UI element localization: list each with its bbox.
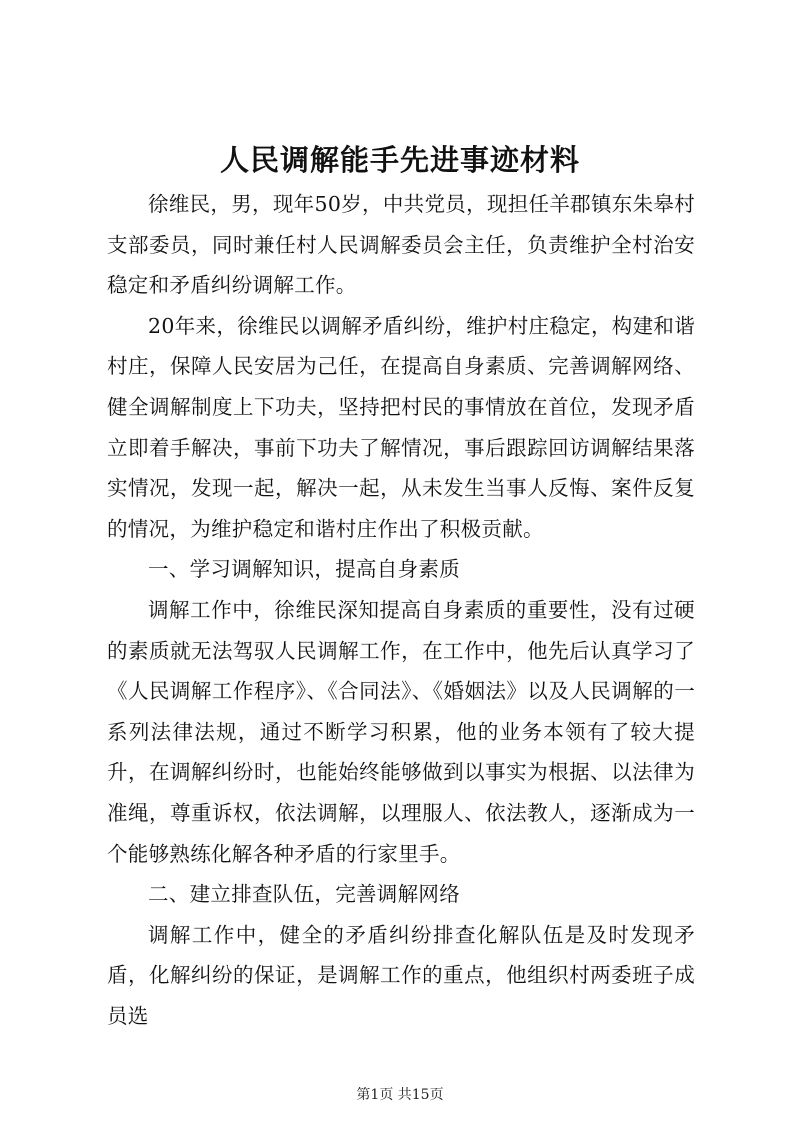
page-number-footer: 第1页 共15页: [356, 1087, 444, 1103]
paragraph-intro: 徐维民，男，现年50岁，中共党员，现担任羊郡镇东朱皋村支部委员，同时兼任村人民调解委员会主任，负责维护全村治安稳定和矛盾纠纷调解工作。: [107, 192, 695, 298]
paragraph-section-1: 调解工作中，徐维民深知提高自身素质的重要性，没有过硬的素质就无法驾驭人民调解工作，在工作中，他先后认真学习了《人民调解工作程序》、《合同法》、《婚姻法》以及人民调解的一系列法律法规，通过不断学习积累，他的业务本领有了较大提升，在调解纠纷时，也能始终能够做到以事实为根据、以法律为准绳，尊重诉权，依法调解，以理服人、依法教人，逐渐成为一个能够熟练化解各种矛盾的行家里手。: [107, 597, 695, 866]
section-heading-2: 二、建立排查队伍，完善调解网络: [148, 882, 460, 907]
document-title: 人民调解能手先进事迹材料: [219, 143, 580, 177]
section-heading-1: 一、学习调解知识，提高自身素质: [148, 557, 460, 582]
paragraph-section-2: 调解工作中，健全的矛盾纠纷排查化解队伍是及时发现矛盾，化解纠纷的保证，是调解工作的重点，他组织村两委班子成员选: [107, 922, 695, 1028]
paragraph-summary: 20年来，徐维民以调解矛盾纠纷，维护村庄稳定，构建和谐村庄，保障人民安居为己任，在提高自身素质、完善调解网络、健全调解制度上下功夫，坚持把村民的事情放在首位，发现矛盾立即着手解决，事前下功夫了解情况，事后跟踪回访调解结果落实情况，发现一起，解决一起，从未发生当事人反悔、案件反复的情况，为维护稳定和谐村庄作出了积极贡献。: [107, 313, 695, 541]
document-body: [107, 184, 695, 1036]
